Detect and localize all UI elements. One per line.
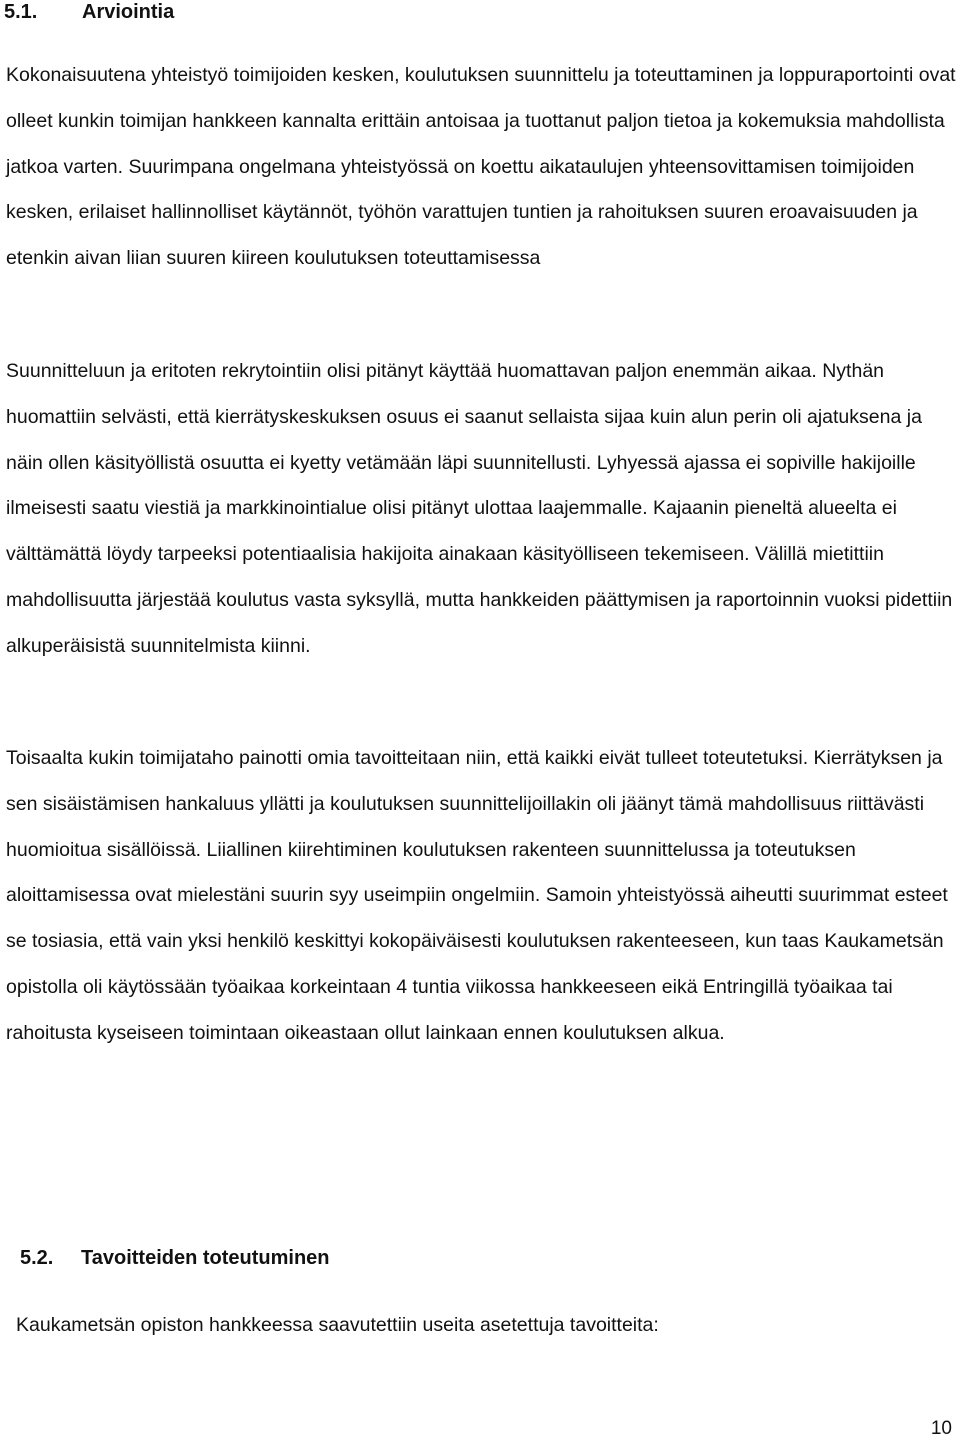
section-title: Tavoitteiden toteutuminen bbox=[81, 1247, 330, 1269]
section-heading-5-1 bbox=[4, 0, 174, 24]
section-number: 5.1. bbox=[4, 1, 38, 23]
section-heading-5-2 bbox=[20, 1246, 330, 1270]
section-title: Arviointia bbox=[82, 1, 175, 23]
page-number: 10 bbox=[930, 1418, 952, 1439]
body-paragraph: Kokonaisuutena yhteistyö toimijoiden kesken, koulutuksen suunnittelu ja toteuttaminen ja loppuraportointi ovat olleet kunkin toimijan hankkeen kannalta erittäin antoisaa ja tuottanut paljon tietoa ja kokemuksia mahdollista jatkoa varten. Suurimpana ongelmana yhteistyössä on koettu aikataulujen yhteensovittamisen toimijoiden kesken, erilaiset hallinnolliset käytännöt, työhön varattujen tuntien ja rahoituksen suuren eroavaisuuden ja etenkin aivan liian suuren kiireen koulutuksen toteuttamisessa bbox=[6, 64, 956, 270]
body-paragraph: Toisaalta kukin toimijataho painotti omia tavoitteitaan niin, että kaikki eivät tulleet toteutetuksi. Kierrätyksen ja sen sisäistämisen hankaluus yllätti ja koulutuksen suunnittelijoillakin oli jäänyt tämä mahdollisuus riittävästi huomioitua sisällöissä. Liiallinen kiirehtiminen koulutuksen rakenteen suunnittelussa ja toteutuksen aloittamisessa ovat mielestäni suurin syy useimpiin ongelmiin. Samoin yhteistyössä aiheutti suurimmat esteet se tosiasia, että vain yksi henkilö keskittyi kokopäiväisesti koulutuksen rakenteeseen, kun taas Kaukametsän opistolla oli käytössään työaikaa korkeintaan 4 tuntia viikossa hankkeeseen eikä Entringillä työaikaa tai rahoitusta kyseiseen toimintaan oikeastaan ollut lainkaan ennen koulutuksen alkua. bbox=[6, 747, 948, 1044]
section-number: 5.2. bbox=[20, 1247, 54, 1269]
body-paragraph: Suunnitteluun ja eritoten rekrytointiin olisi pitänyt käyttää huomattavan paljon enemmän aikaa. Nythän huomattiin selvästi, että kierrätyskeskuksen osuus ei saanut sellaista sijaa kuin alun perin oli ajatuksena ja näin ollen käsityöllistä osuutta ei kyetty vetämään läpi suunnitellusti. Lyhyessä ajassa ei sopiville hakijoille ilmeisesti saatu viestiä ja markkinointialue olisi pitänyt ulottaa laajemmalle. Kajaanin pieneltä alueelta ei välttämättä löydy tarpeeksi potentiaalisia hakijoita ainakaan käsityölliseen tekemiseen. Välillä mietittiin mahdollisuutta järjestää koulutus vasta syksyllä, mutta hankkeiden päättymisen ja raportoinnin vuoksi pidettiin alkuperäisistä suunnitelmista kiinni. bbox=[6, 360, 953, 657]
body-paragraph: Kaukametsän opiston hankkeessa saavutettiin useita asetettuja tavoitteita: bbox=[16, 1314, 659, 1336]
